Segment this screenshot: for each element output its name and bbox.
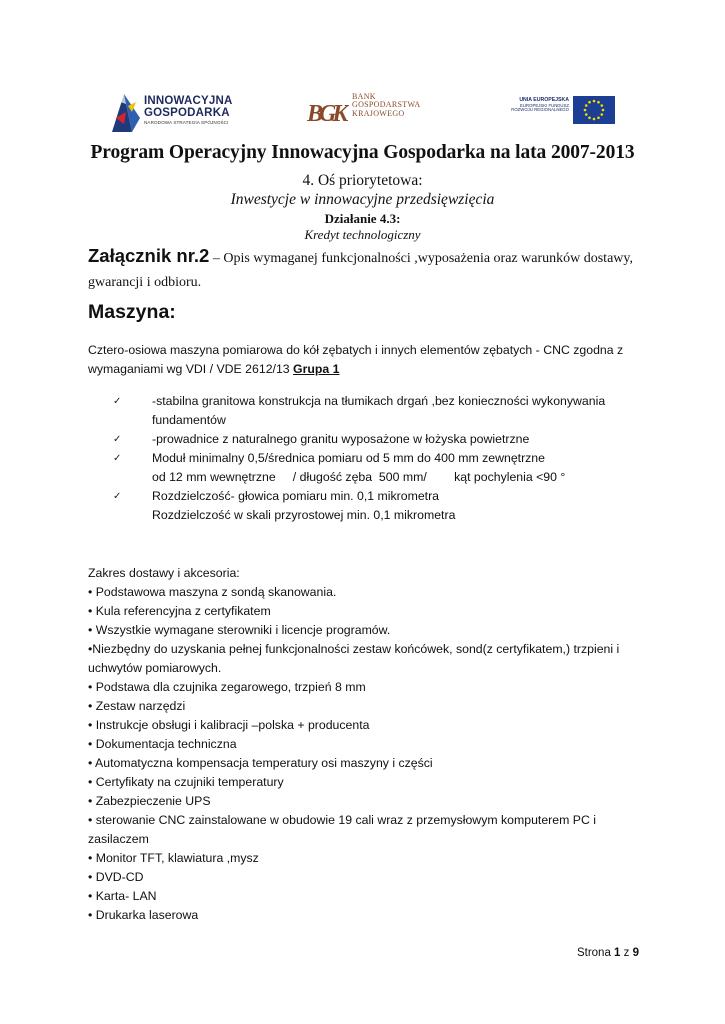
bgk-monogram: BGK <box>307 101 345 127</box>
delivery-item: •Niezbędny do uzyskania pełnej funkcjonalności zestaw końcówek, sond(z certyfikatem,) trzpieni i uchwytów pomiarowych. <box>88 642 620 675</box>
delivery-item: • Drukarka laserowa <box>88 908 199 922</box>
delivery-item: • DVD-CD <box>88 870 144 884</box>
eu-star-icon <box>597 116 600 119</box>
delivery-item: • Podstawa dla czujnika zegarowego, trzpień 8 mm <box>88 680 366 694</box>
checkmark-icon: ✓ <box>113 434 122 445</box>
eu-star-icon <box>600 104 603 107</box>
page-total: 9 <box>632 947 639 959</box>
requirement-line: od 12 mm wewnętrzne / długość zęba 500 mm/ kąt pochylenia <90 ° <box>152 470 566 484</box>
ig-logo-line2: GOSPODARKA <box>144 106 230 119</box>
requirement-line: Rozdzielczość- głowica pomiaru min. 0,1 mikrometra <box>152 489 440 503</box>
delivery-heading: Zakres dostawy i akcesoria: <box>88 566 240 580</box>
page-number <box>577 947 639 959</box>
requirement-line: -stabilna granitowa konstrukcja na tłumikach drgań ,bez konieczności wykonywania <box>152 394 606 408</box>
page-current: 1 <box>614 947 621 959</box>
machine-description <box>88 341 633 379</box>
requirement-line: Rozdzielczość w skali przyrostowej min. 0,1 mikrometra <box>152 508 456 522</box>
checkmark-icon: ✓ <box>113 396 122 407</box>
bgk-logo-line1: BANK <box>352 92 376 101</box>
eu-star-icon <box>584 109 587 112</box>
innowacyjna-gospodarka-logo <box>110 88 240 134</box>
requirement-line: -prowadnice z naturalnego granitu wyposażone w łożyska powietrzne <box>152 432 530 446</box>
delivery-item: • Zestaw narzędzi <box>88 699 186 713</box>
bgk-monogram-icon <box>307 94 349 128</box>
machine-description-text: Cztero-osiowa maszyna pomiarowa do kół zębatych i innych elementów zębatych - CNC zgodna z wymaganiami wg VDI / VDE 2612/13 <box>88 343 624 376</box>
bgk-logo-line3: KRAJOWEGO <box>352 108 405 118</box>
delivery-item: • Automatyczna kompensacja temperatury osi maszyny i części <box>88 756 433 770</box>
checkmark-icon: ✓ <box>113 491 122 502</box>
checkmark-icon: ✓ <box>113 453 122 464</box>
delivery-scope <box>88 564 633 925</box>
section-title: Maszyna: <box>88 301 176 323</box>
eu-star-icon <box>588 101 591 104</box>
eu-logo-line2: EUROPEJSKI FUNDUSZ <box>520 102 569 108</box>
priority-axis-name: Inwestycje w innowacyjne przedsięwzięcia <box>230 191 495 208</box>
delivery-item: • Zabezpieczenie UPS <box>88 794 211 808</box>
delivery-item: • Dokumentacja techniczna <box>88 737 237 751</box>
delivery-item: • Certyfikaty na czujniki temperatury <box>88 775 284 789</box>
measure-label: Działanie 4.3: <box>324 211 401 226</box>
eu-star-icon <box>600 113 603 116</box>
eu-flag-icon <box>573 96 615 124</box>
delivery-item: • sterowanie CNC zainstalowane w obudowie 19 cali wraz z przemysłowym komputerem PC i zasilaczem <box>88 813 596 846</box>
delivery-item: • Kula referencyjna z certyfikatem <box>88 604 271 618</box>
bgk-logo <box>307 93 432 129</box>
delivery-item: • Karta- LAN <box>88 889 157 903</box>
list-item <box>113 430 633 449</box>
eu-logo-line3: ROZWOJU REGIONALNEGO <box>511 107 569 113</box>
bgk-logo-line2: GOSPODARSTWA <box>352 100 421 110</box>
eu-star-icon <box>602 109 605 112</box>
list-item <box>113 487 633 525</box>
delivery-item: • Podstawowa maszyna z sondą skanowania. <box>88 585 337 599</box>
group-label: Grupa 1 <box>293 362 340 376</box>
list-item <box>113 449 633 487</box>
eu-logo-line1: UNIA EUROPEJSKA <box>519 97 569 103</box>
program-title: Program Operacyjny Innowacyjna Gospodarka na lata 2007-2013 <box>90 142 635 163</box>
ig-emblem-icon <box>110 88 142 134</box>
page-sep: z <box>620 947 633 959</box>
annex-label: Załącznik nr.2 <box>88 245 210 266</box>
requirements-list <box>113 392 633 525</box>
eu-star-icon <box>585 113 588 116</box>
eu-star-icon <box>588 116 591 119</box>
annex-text: – Opis wymaganej funkcjonalności ,wyposażenia oraz warunków dostawy, gwarancji i odbioru. <box>88 251 633 290</box>
delivery-item: • Monitor TFT, klawiatura ,mysz <box>88 851 259 865</box>
delivery-item: • Instrukcje obsługi i kalibracji –polska + producenta <box>88 718 370 732</box>
eu-star-icon <box>593 118 596 121</box>
requirement-line: fundamentów <box>152 413 226 427</box>
annex-heading <box>88 244 638 295</box>
page-prefix: Strona <box>576 947 615 959</box>
requirement-line: Moduł minimalny 0,5/średnica pomiaru od 5 mm do 400 mm zewnętrzne <box>152 451 545 465</box>
ig-logo-line1: INNOWACYJNA <box>144 95 233 107</box>
eu-star-icon <box>597 101 600 104</box>
eu-star-icon <box>593 100 596 103</box>
eu-star-icon <box>585 104 588 107</box>
measure-name: Kredyt technologiczny <box>304 227 421 242</box>
ig-logo-sub: NARODOWA STRATEGIA SPÓJNOŚCI <box>144 120 229 125</box>
priority-axis: 4. Oś priorytetowa: <box>302 172 423 189</box>
delivery-item: • Wszystkie wymagane sterowniki i licencje programów. <box>88 623 391 637</box>
list-item <box>113 392 633 430</box>
eu-logo <box>497 96 617 126</box>
